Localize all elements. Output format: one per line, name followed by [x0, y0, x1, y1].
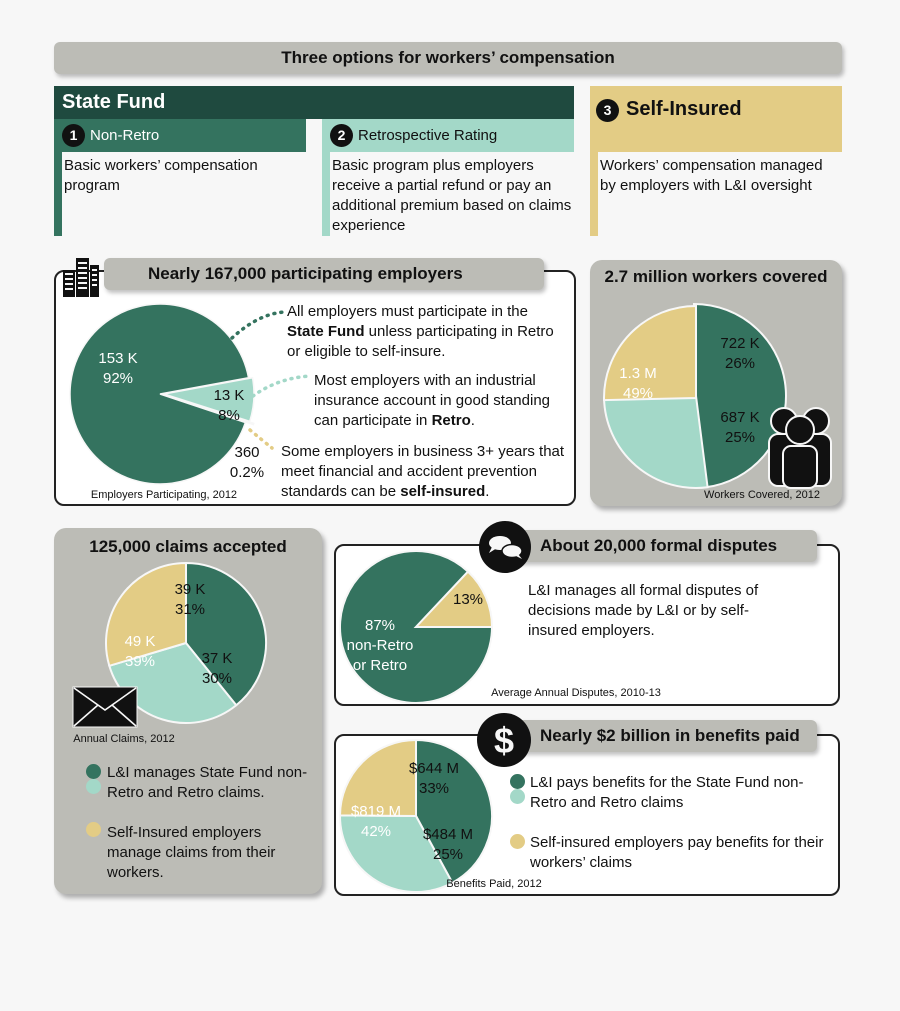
pie-data-label: 87% [364, 617, 396, 634]
pie-caption: Employers Participating, 2012 [90, 489, 238, 501]
pie-data-label: 33% [418, 780, 450, 797]
pie-data-label: 39% [124, 653, 156, 670]
pie-data-label: 153 K [98, 350, 138, 367]
employers-header [104, 258, 544, 290]
benefits-title: Nearly $2 billion in benefits paid [540, 726, 800, 745]
claims-legend-2: Self-Insured employers manage claims from their workers. [107, 824, 276, 881]
claims-legend-1: L&I manages State Fund non-Retro and Retro claims. [107, 764, 308, 801]
option-2-bar [322, 119, 574, 152]
disputes-header [492, 530, 817, 562]
pie-data-label: 31% [174, 601, 206, 618]
option-3-side-bar [590, 152, 598, 236]
legend-dot-teal [86, 779, 101, 794]
pie-slice-retro [604, 396, 708, 488]
benefits-pie-chart [338, 736, 542, 894]
legend-dot-tan [86, 822, 101, 837]
pie-data-label: 13 K [213, 387, 245, 404]
legend-dot-dark-green [86, 764, 101, 779]
pie-data-label: 42% [360, 823, 392, 840]
pie-data-label: 687 K [720, 409, 760, 426]
svg-text:$: $ [493, 720, 515, 761]
employers-note-3: Some employers in business 3+ years that meet financial and accident prevention standards can be self-insured. [281, 443, 565, 500]
option-2-label: Retrospective Rating [358, 127, 498, 144]
employers-note-2: Most employers with an industrial insurance account in good standing can participate in Retro. [314, 372, 551, 429]
state-fund-header: State Fund [54, 86, 574, 119]
employers-title: Nearly 167,000 participating employers [148, 264, 463, 283]
option-1-description: Basic workers’ compensation program [64, 157, 258, 194]
pie-data-label: 37 K [201, 650, 233, 667]
pie-data-label: 25% [724, 429, 756, 446]
legend-dot-tan [510, 834, 525, 849]
people-icon [768, 404, 832, 488]
disputes-text: L&I manages all formal disputes of decisions made by L&I or by self-insured employers. [528, 582, 759, 639]
option-3-description: Workers’ compensation managed by employers with L&I oversight [600, 157, 823, 194]
pie-caption: Average Annual Disputes, 2010-13 [491, 687, 661, 699]
number-2-badge: 2 [330, 124, 353, 147]
option-1-bar [54, 119, 306, 152]
pie-data-label: 49% [622, 385, 654, 402]
workers-title: 2.7 million workers covered [604, 267, 828, 286]
pie-data-label: 1.3 M [619, 365, 657, 382]
pie-data-label: 39 K [174, 581, 206, 598]
pie-caption: Workers Covered, 2012 [704, 489, 820, 501]
pie-data-label: $484 M [422, 826, 474, 843]
benefits-legend-2: Self-insured employers pay benefits for their workers’ claims [530, 834, 824, 871]
disputes-title: About 20,000 formal disputes [540, 536, 778, 555]
pie-data-label: non-Retro [346, 637, 414, 654]
option-3-label: Self-Insured [626, 98, 742, 120]
pie-data-label: 0.2% [229, 464, 265, 481]
pie-data-label: 30% [201, 670, 233, 687]
page-title: Three options for workers’ compensation [54, 42, 842, 74]
legend-dot-teal [510, 789, 525, 804]
benefits-header [492, 720, 817, 752]
pie-data-label: 26% [724, 355, 756, 372]
option-2-description: Basic program plus employers receive a partial refund or pay an additional premium based on claims experience [332, 157, 572, 234]
pie-data-label: or Retro [352, 657, 408, 674]
pie-data-label: 722 K [720, 335, 760, 352]
pie-caption: Benefits Paid, 2012 [446, 878, 542, 890]
callout-dots [228, 300, 288, 460]
pie-data-label: 360 [234, 444, 260, 461]
pie-data-label: 92% [102, 370, 134, 387]
pie-data-label: $644 M [408, 760, 460, 777]
number-1-badge: 1 [62, 124, 85, 147]
pie-data-label: 8% [218, 407, 240, 424]
number-3-badge: 3 [596, 99, 619, 122]
legend-dot-dark-green [510, 774, 525, 789]
pie-data-label: 13% [452, 591, 484, 608]
envelope-icon [72, 686, 138, 728]
option-3-bar [590, 86, 842, 152]
benefits-legend-1: L&I pays benefits for the State Fund non-Retro and Retro claims [530, 774, 804, 811]
pie-data-label: $819 M [350, 803, 402, 820]
claims-title: 125,000 claims accepted [89, 537, 287, 556]
pie-data-label: 49 K [124, 633, 156, 650]
option-1-label: Non-Retro [90, 127, 160, 144]
pie-caption: Annual Claims, 2012 [73, 733, 175, 745]
option-1-side-bar [54, 152, 62, 236]
building-icon [62, 257, 100, 297]
employers-note-1: All employers must participate in the State Fund unless participating in Retro or eligible to self-insure. [287, 303, 554, 360]
pie-data-label: 25% [432, 846, 464, 863]
option-2-side-bar [322, 152, 330, 236]
